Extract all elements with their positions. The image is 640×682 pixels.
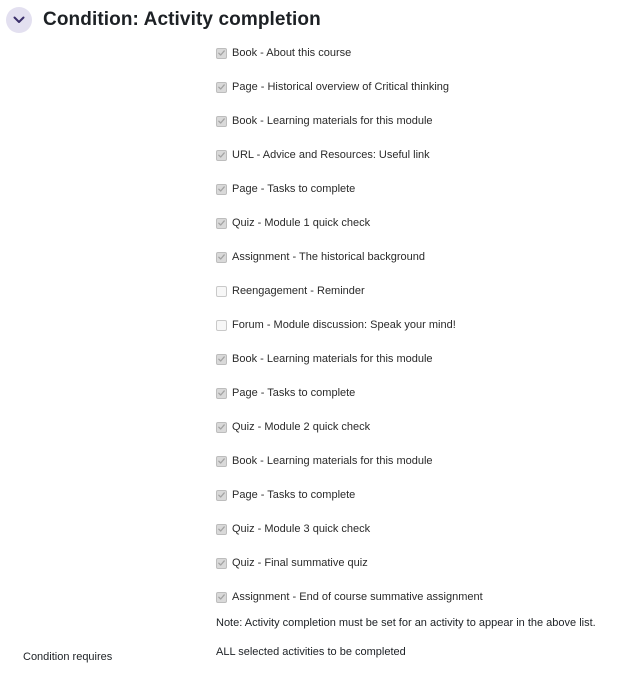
activity-checkbox[interactable] — [216, 456, 227, 467]
activity-label: Quiz - Module 3 quick check — [232, 523, 371, 535]
activity-label: Quiz - Final summative quiz — [232, 557, 368, 569]
activity-item[interactable] — [216, 478, 483, 512]
activity-checkbox[interactable] — [216, 150, 227, 161]
activity-label: Book - About this course — [232, 47, 352, 59]
activity-label: Page - Tasks to complete — [232, 489, 356, 501]
condition-requires-value: ALL selected activities to be completed — [216, 646, 406, 658]
condition-requires-label: Condition requires — [23, 651, 113, 663]
activity-item[interactable] — [216, 376, 483, 410]
activity-completion-note: Note: Activity completion must be set for an activity to appear in the above list. — [216, 617, 596, 629]
activity-checkbox[interactable] — [216, 524, 227, 535]
activity-checkbox[interactable] — [216, 320, 227, 331]
activity-checkbox-list — [216, 36, 483, 614]
activity-item[interactable] — [216, 342, 483, 376]
activity-checkbox[interactable] — [216, 116, 227, 127]
activity-checkbox[interactable] — [216, 286, 227, 297]
activity-checkbox[interactable] — [216, 558, 227, 569]
activity-checkbox[interactable] — [216, 82, 227, 93]
activity-checkbox[interactable] — [216, 592, 227, 603]
activity-label: Forum - Module discussion: Speak your mind! — [232, 319, 456, 331]
activity-label: Book - Learning materials for this module — [232, 115, 433, 127]
activity-item[interactable] — [216, 206, 483, 240]
activity-item[interactable] — [216, 308, 483, 342]
activity-checkbox[interactable] — [216, 218, 227, 229]
activity-label: Assignment - The historical background — [232, 251, 426, 263]
activity-label: Quiz - Module 2 quick check — [232, 421, 371, 433]
collapse-toggle-button[interactable] — [6, 7, 32, 33]
activity-checkbox[interactable] — [216, 422, 227, 433]
activity-checkbox[interactable] — [216, 48, 227, 59]
activity-label: Reengagement - Reminder — [232, 285, 365, 297]
activity-item[interactable] — [216, 274, 483, 308]
section-header — [6, 6, 321, 34]
activity-checkbox[interactable] — [216, 252, 227, 263]
activity-item[interactable] — [216, 36, 483, 70]
section-title: Condition: Activity completion — [43, 9, 321, 30]
chevron-down-icon — [13, 16, 25, 24]
activity-label: Page - Tasks to complete — [232, 183, 356, 195]
activity-checkbox[interactable] — [216, 490, 227, 501]
activity-item[interactable] — [216, 240, 483, 274]
activity-label: Book - Learning materials for this module — [232, 455, 433, 467]
activity-checkbox[interactable] — [216, 354, 227, 365]
activity-label: Page - Tasks to complete — [232, 387, 356, 399]
activity-label: Page - Historical overview of Critical thinking — [232, 81, 450, 93]
activity-checkbox[interactable] — [216, 388, 227, 399]
activity-checkbox[interactable] — [216, 184, 227, 195]
activity-label: URL - Advice and Resources: Useful link — [232, 149, 430, 161]
activity-item[interactable] — [216, 172, 483, 206]
activity-label: Book - Learning materials for this module — [232, 353, 433, 365]
activity-label: Assignment - End of course summative assignment — [232, 591, 483, 603]
activity-item[interactable] — [216, 444, 483, 478]
activity-item[interactable] — [216, 104, 483, 138]
activity-label: Quiz - Module 1 quick check — [232, 217, 371, 229]
activity-item[interactable] — [216, 410, 483, 444]
activity-item[interactable] — [216, 580, 483, 614]
activity-item[interactable] — [216, 546, 483, 580]
activity-item[interactable] — [216, 138, 483, 172]
activity-item[interactable] — [216, 512, 483, 546]
activity-item[interactable] — [216, 70, 483, 104]
